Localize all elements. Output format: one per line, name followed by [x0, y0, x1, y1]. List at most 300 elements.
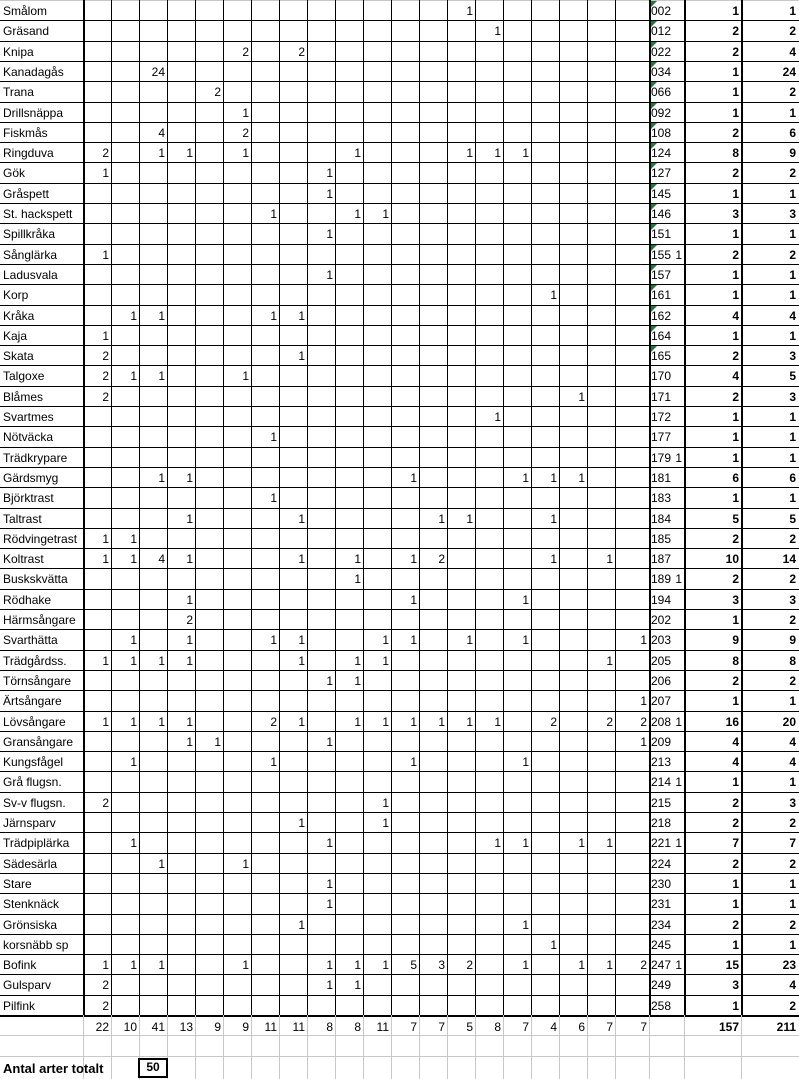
comment-marker-icon: [651, 103, 657, 109]
column-gridline: [195, 0, 196, 1015]
column-total: 5: [466, 1020, 473, 1034]
column-total: 7: [522, 1020, 529, 1034]
species-code: 170: [651, 369, 672, 383]
site-count: 1: [522, 918, 529, 932]
species-name: Järnsparv: [3, 816, 56, 830]
column-total: 4: [550, 1020, 557, 1034]
species-name: Gransångare: [3, 735, 74, 749]
comment-marker-icon: [651, 245, 657, 251]
species-code: 151: [651, 227, 672, 241]
site-count: 1: [326, 836, 333, 850]
species-code: 206: [651, 674, 672, 688]
species-code: 157: [651, 268, 672, 282]
bird-total: 2: [789, 532, 796, 546]
column-total: 7: [410, 1020, 417, 1034]
bird-total: 3: [789, 390, 796, 404]
site-count: 1: [578, 390, 585, 404]
site-count: 1: [675, 836, 682, 850]
bird-total: 20: [782, 715, 796, 729]
bird-total: 4: [789, 755, 796, 769]
site-count: 1: [186, 471, 193, 485]
sites-count: 1: [732, 694, 739, 708]
site-count: 1: [326, 877, 333, 891]
column-total: 9: [242, 1020, 249, 1034]
bird-total: 2: [789, 674, 796, 688]
column-total: 11: [264, 1020, 277, 1034]
site-count: 1: [354, 674, 361, 688]
bird-total: 1: [789, 491, 796, 505]
site-count: 1: [298, 715, 305, 729]
sites-count: 1: [732, 613, 739, 627]
species-code: 172: [651, 410, 672, 424]
column-total: 11: [292, 1020, 305, 1034]
comment-marker-icon: [651, 265, 657, 271]
site-count: 1: [102, 166, 109, 180]
site-count: 1: [270, 207, 277, 221]
site-count: 1: [270, 633, 277, 647]
bird-total: 14: [782, 552, 796, 566]
species-name: Koltrast: [3, 552, 44, 566]
site-count: 1: [242, 106, 249, 120]
species-code: 179: [651, 451, 672, 465]
column-gridline: [615, 0, 616, 1015]
bird-total: 9: [789, 146, 796, 160]
species-code: 183: [651, 491, 672, 505]
site-count: 2: [102, 796, 109, 810]
site-count: 2: [214, 85, 221, 99]
site-count: 1: [158, 958, 165, 972]
site-count: 1: [410, 755, 417, 769]
species-code: 205: [651, 654, 672, 668]
sites-count: 2: [732, 918, 739, 932]
site-count: 1: [675, 775, 682, 789]
sites-count: 1: [732, 491, 739, 505]
site-count: 1: [130, 654, 137, 668]
column-gridline: [649, 1015, 650, 1079]
column-total: 10: [123, 1020, 137, 1034]
bird-total: 24: [782, 65, 796, 79]
sites-count: 1: [732, 85, 739, 99]
site-count: 1: [578, 958, 585, 972]
species-code: 189: [651, 572, 672, 586]
sites-count: 1: [732, 268, 739, 282]
sites-count: 8: [732, 654, 739, 668]
site-count: 1: [550, 512, 557, 526]
site-count: 1: [326, 227, 333, 241]
comment-marker-icon: [651, 42, 657, 48]
bird-total: 6: [789, 126, 796, 140]
site-count: 1: [326, 187, 333, 201]
sites-count: 2: [732, 572, 739, 586]
site-count: 1: [242, 369, 249, 383]
column-total: 8: [326, 1020, 333, 1034]
site-count: 2: [102, 390, 109, 404]
species-name: Buskskvätta: [3, 572, 68, 586]
site-count: 1: [410, 715, 417, 729]
site-count: 1: [494, 715, 501, 729]
species-name: Grå flugsn.: [3, 775, 62, 789]
column-total: 8: [354, 1020, 361, 1034]
site-count: 1: [130, 552, 137, 566]
site-count: 1: [102, 958, 109, 972]
species-name: Skata: [3, 349, 34, 363]
species-name: Sånglärka: [3, 248, 58, 262]
comment-marker-icon: [651, 163, 657, 169]
sites-count: 1: [732, 4, 739, 18]
sites-count: 2: [732, 857, 739, 871]
site-count: 1: [158, 309, 165, 323]
site-count: 1: [550, 288, 557, 302]
column-gridline: [363, 0, 364, 1015]
sites-count: 4: [732, 309, 739, 323]
site-count: 1: [494, 410, 501, 424]
site-count: 1: [186, 633, 193, 647]
site-count: 1: [606, 958, 613, 972]
sites-count: 1: [732, 329, 739, 343]
site-count: 1: [675, 248, 682, 262]
bird-total: 1: [789, 288, 796, 302]
site-count: 2: [550, 715, 557, 729]
bird-total: 5: [789, 369, 796, 383]
sites-count: 2: [732, 349, 739, 363]
column-gridline: [419, 0, 420, 1015]
species-code: 155: [651, 248, 672, 262]
bird-total: 1: [789, 410, 796, 424]
species-name: Talgoxe: [3, 369, 45, 383]
species-code: 249: [651, 978, 672, 992]
site-count: 1: [130, 755, 137, 769]
site-count: 1: [675, 715, 682, 729]
bird-total: 2: [789, 24, 796, 38]
sites-count: 1: [732, 288, 739, 302]
bird-total: 2: [789, 918, 796, 932]
species-name: Knipa: [3, 45, 34, 59]
site-count: 2: [242, 126, 249, 140]
sites-count: 5: [732, 512, 739, 526]
site-count: 2: [640, 715, 647, 729]
sites-count: 2: [732, 674, 739, 688]
species-code: 208: [651, 715, 672, 729]
species-name: Smålom: [3, 4, 48, 18]
site-count: 1: [522, 471, 529, 485]
site-count: 1: [326, 735, 333, 749]
sites-count: 6: [732, 471, 739, 485]
species-name: Ladusvala: [3, 268, 58, 282]
site-count: 1: [130, 715, 137, 729]
site-count: 1: [522, 146, 529, 160]
species-name: Spillkråka: [3, 227, 56, 241]
site-count: 1: [675, 572, 682, 586]
column-gridline: [531, 0, 532, 1015]
bird-total: 9: [789, 633, 796, 647]
species-name: Trädgårdss.: [3, 654, 67, 668]
column-gridline: [391, 0, 392, 1015]
site-count: 1: [130, 309, 137, 323]
bird-total: 3: [789, 207, 796, 221]
site-count: 1: [354, 715, 361, 729]
site-count: 1: [214, 735, 221, 749]
species-code: 213: [651, 755, 672, 769]
species-code: 258: [651, 999, 672, 1013]
site-count: 1: [298, 816, 305, 830]
species-name: Svartmes: [3, 410, 54, 424]
species-code: 162: [651, 309, 672, 323]
species-name: Blåmes: [3, 390, 44, 404]
species-code: 184: [651, 512, 672, 526]
site-count: 1: [578, 471, 585, 485]
site-count: 2: [298, 45, 305, 59]
column-total: 9: [214, 1020, 221, 1034]
species-code: 194: [651, 593, 672, 607]
species-name: Törnsångare: [3, 674, 72, 688]
sites-count: 15: [725, 958, 739, 972]
site-count: 1: [102, 329, 109, 343]
site-count: 1: [640, 633, 647, 647]
species-name: St. hackspett: [3, 207, 73, 221]
site-count: 2: [640, 958, 647, 972]
grand-total-birds: 211: [776, 1020, 796, 1034]
bird-total: 1: [789, 187, 796, 201]
bird-total: 7: [789, 836, 796, 850]
bird-total: 2: [789, 166, 796, 180]
site-count: 1: [158, 654, 165, 668]
site-count: 1: [410, 633, 417, 647]
sites-count: 9: [732, 633, 739, 647]
species-code: 231: [651, 897, 672, 911]
site-count: 1: [438, 512, 445, 526]
bird-total: 2: [789, 999, 796, 1013]
species-code: 177: [651, 430, 672, 444]
site-count: 2: [102, 999, 109, 1013]
bird-total: 4: [789, 45, 796, 59]
site-count: 1: [130, 836, 137, 850]
sites-count: 2: [732, 166, 739, 180]
species-code: 202: [651, 613, 672, 627]
site-count: 1: [410, 471, 417, 485]
column-gridline: [251, 0, 252, 1015]
site-count: 1: [606, 654, 613, 668]
sites-count: 2: [732, 796, 739, 810]
site-count: 1: [494, 146, 501, 160]
sites-count: 4: [732, 735, 739, 749]
species-name: Kungsfågel: [3, 755, 64, 769]
site-count: 3: [438, 958, 445, 972]
species-code: 165: [651, 349, 672, 363]
grand-total-sites: 157: [718, 1020, 739, 1034]
site-count: 1: [382, 958, 389, 972]
species-name: Ärtsångare: [3, 694, 62, 708]
site-count: 1: [606, 552, 613, 566]
species-name: Trana: [3, 85, 34, 99]
site-count: 1: [326, 674, 333, 688]
site-count: 1: [326, 958, 333, 972]
site-count: 2: [270, 715, 277, 729]
site-count: 1: [242, 146, 249, 160]
sites-count: 4: [732, 755, 739, 769]
species-code: 209: [651, 735, 672, 749]
species-name: Ringduva: [3, 146, 54, 160]
bird-total: 2: [789, 85, 796, 99]
species-name: Bofink: [3, 958, 37, 972]
site-count: 1: [382, 633, 389, 647]
bird-total: 3: [789, 593, 796, 607]
site-count: 4: [158, 552, 165, 566]
species-name: Rödvingetrast: [3, 532, 78, 546]
bird-total: 5: [789, 512, 796, 526]
species-code: 245: [651, 938, 672, 952]
site-count: 1: [326, 268, 333, 282]
bird-total: 8: [789, 654, 796, 668]
species-code: 234: [651, 918, 672, 932]
species-name: Härmsångare: [3, 613, 76, 627]
species-name: Rödhake: [3, 593, 52, 607]
sites-count: 2: [732, 126, 739, 140]
bird-total: 1: [789, 694, 796, 708]
species-name: Sv-v flugsn.: [3, 796, 66, 810]
site-count: 1: [270, 491, 277, 505]
site-count: 2: [606, 715, 613, 729]
species-name: Grönsiska: [3, 918, 58, 932]
species-code: 171: [651, 390, 672, 404]
site-count: 1: [438, 715, 445, 729]
site-count: 1: [298, 918, 305, 932]
site-count: 1: [326, 897, 333, 911]
site-count: 1: [186, 552, 193, 566]
site-count: 2: [102, 369, 109, 383]
site-count: 1: [466, 633, 473, 647]
sites-count: 1: [732, 227, 739, 241]
site-count: 1: [102, 248, 109, 262]
species-name: Drillsnäppa: [3, 106, 64, 120]
site-count: 1: [102, 654, 109, 668]
species-code: 247: [651, 958, 672, 972]
sites-count: 1: [732, 451, 739, 465]
bird-total: 23: [782, 958, 796, 972]
site-count: 1: [522, 755, 529, 769]
site-count: 2: [102, 349, 109, 363]
sites-count: 1: [732, 65, 739, 79]
site-count: 2: [102, 978, 109, 992]
bird-total: 3: [789, 349, 796, 363]
site-count: 1: [326, 166, 333, 180]
sites-count: 10: [725, 552, 739, 566]
comment-marker-icon: [651, 285, 657, 291]
bird-total: 1: [789, 897, 796, 911]
species-name: Fiskmås: [3, 126, 48, 140]
site-count: 2: [102, 146, 109, 160]
site-count: 24: [151, 65, 165, 79]
site-count: 1: [410, 593, 417, 607]
site-count: 5: [410, 958, 417, 972]
column-gridline: [111, 0, 112, 1015]
site-count: 1: [242, 958, 249, 972]
sites-count: 3: [732, 978, 739, 992]
comment-marker-icon: [651, 1, 657, 7]
bird-total: 4: [789, 735, 796, 749]
species-code: 127: [651, 166, 672, 180]
site-count: 1: [102, 715, 109, 729]
site-count: 1: [186, 593, 193, 607]
species-name: Björktrast: [3, 491, 54, 505]
bird-total: 2: [789, 816, 796, 830]
sites-count: 2: [732, 24, 739, 38]
species-code: 012: [651, 24, 672, 38]
site-count: 1: [326, 978, 333, 992]
bird-total: 1: [789, 877, 796, 891]
site-count: 1: [466, 715, 473, 729]
sites-count: 4: [732, 369, 739, 383]
site-count: 1: [354, 978, 361, 992]
species-code: 187: [651, 552, 672, 566]
site-count: 1: [354, 654, 361, 668]
species-code: 215: [651, 796, 672, 810]
species-name: Trädpiplärka: [3, 836, 70, 850]
bird-total: 1: [789, 4, 796, 18]
species-code: 164: [651, 329, 672, 343]
site-count: 1: [382, 816, 389, 830]
species-code: 092: [651, 106, 672, 120]
species-code: 108: [651, 126, 672, 140]
site-count: 1: [382, 654, 389, 668]
site-count: 1: [382, 796, 389, 810]
bird-total: 2: [789, 248, 796, 262]
sites-count: 1: [732, 106, 739, 120]
site-count: 1: [298, 654, 305, 668]
species-code: 224: [651, 857, 672, 871]
site-count: 1: [186, 735, 193, 749]
site-count: 1: [354, 146, 361, 160]
column-gridline: [279, 0, 280, 1015]
site-count: 1: [186, 654, 193, 668]
species-code: 124: [651, 146, 672, 160]
sites-count: 7: [732, 836, 739, 850]
site-count: 1: [494, 836, 501, 850]
column-total: 11: [376, 1020, 389, 1034]
species-code: 230: [651, 877, 672, 891]
comment-marker-icon: [651, 184, 657, 190]
site-count: 1: [298, 512, 305, 526]
bird-total: 1: [789, 938, 796, 952]
bird-total: 1: [789, 106, 796, 120]
species-name: Lövsångare: [3, 715, 66, 729]
species-name: Korp: [3, 288, 29, 302]
species-name: korsnäbb sp: [3, 938, 69, 952]
site-count: 1: [466, 146, 473, 160]
site-count: 1: [354, 552, 361, 566]
column-total: 7: [606, 1020, 613, 1034]
sites-count: 1: [732, 775, 739, 789]
comment-marker-icon: [651, 306, 657, 312]
site-count: 1: [270, 430, 277, 444]
site-count: 1: [550, 938, 557, 952]
sites-count: 3: [732, 593, 739, 607]
sites-count: 2: [732, 816, 739, 830]
species-code: 207: [651, 694, 672, 708]
column-total: 22: [95, 1020, 109, 1034]
site-count: 1: [550, 471, 557, 485]
site-count: 1: [382, 207, 389, 221]
site-count: 1: [354, 572, 361, 586]
site-count: 1: [102, 552, 109, 566]
site-count: 1: [130, 633, 137, 647]
site-count: 1: [675, 958, 682, 972]
bird-total: 1: [789, 227, 796, 241]
comment-marker-icon: [651, 21, 657, 27]
site-count: 1: [242, 857, 249, 871]
species-code: 146: [651, 207, 672, 221]
sites-count: 1: [732, 999, 739, 1013]
comment-marker-icon: [651, 143, 657, 149]
